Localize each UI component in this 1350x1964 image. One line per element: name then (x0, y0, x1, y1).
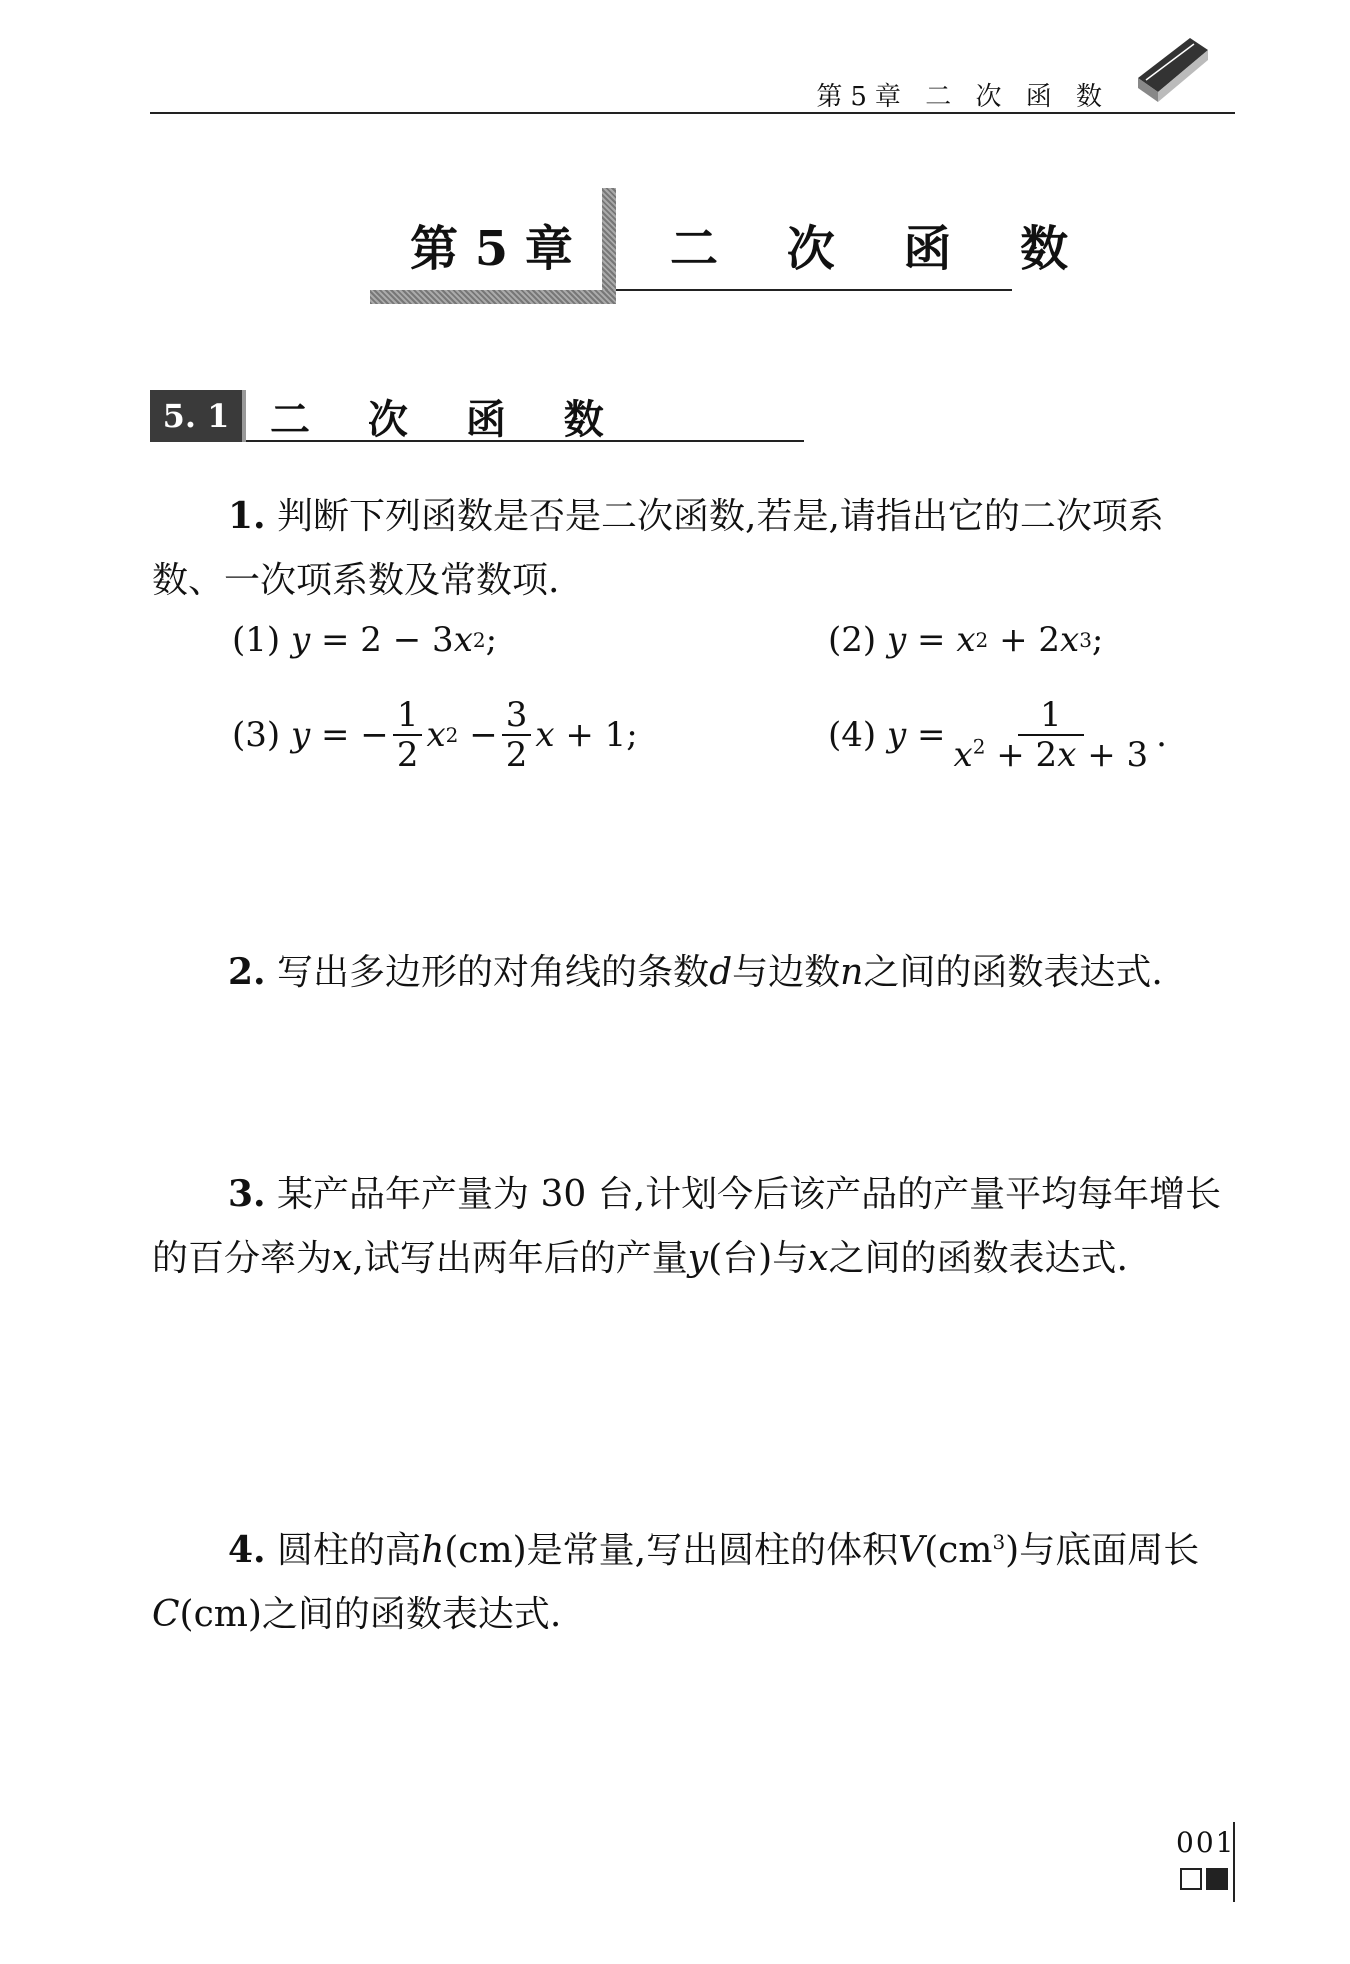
math-var: x (956, 620, 976, 660)
math-var: y (290, 715, 311, 755)
math-expr: + 2 (999, 620, 1060, 660)
math-var: x (332, 1238, 353, 1279)
chapter-title: 二 次 函 数 (670, 221, 1095, 277)
problem-text: (台)与 (708, 1238, 809, 1279)
fraction-denominator (950, 734, 1153, 775)
chapter-underline-shade (370, 290, 616, 304)
fraction-denominator: 2 (396, 735, 419, 775)
running-header: 第5章 二 次 函 数 (816, 82, 1110, 112)
problem-text: 写出多边形的对角线的条数 (277, 952, 710, 993)
math-var: y (886, 715, 907, 755)
math-var: n (840, 952, 864, 993)
math-var: x (953, 735, 973, 775)
section-title: 二 次 函 数 (270, 396, 626, 443)
subitem-label: (1) (232, 620, 281, 660)
section-underline (246, 440, 804, 442)
math-expr: + 1 (565, 715, 627, 755)
math-expr: + 3 (1087, 735, 1149, 775)
math-var: C (152, 1594, 180, 1635)
math-var: h (421, 1530, 445, 1571)
math-var: d (709, 952, 733, 993)
fraction (502, 695, 532, 775)
fraction (393, 695, 423, 775)
subitem-3: (3) y = − $\frac{1}{2}$ x 2 − $\frac{3}{2}$ x + 1 ; (232, 695, 638, 775)
subitem-2: (2) y = x 2 + 2 x 3 ; (828, 620, 1104, 660)
math-var: y (687, 1238, 709, 1279)
problem-2 (152, 940, 1234, 1005)
chapter-underline (616, 289, 1012, 291)
fraction-numerator: 3 (502, 698, 532, 736)
book-icon (1132, 30, 1212, 110)
math-expr: = 2 − 3 (321, 620, 454, 660)
fraction-numerator: 1 (1018, 698, 1084, 736)
problem-text: 与边数 (732, 952, 841, 993)
problem-text: 判断下列函数是否是二次函数,若是,请指出它的二次项系数、一次项系数及常数项. (152, 496, 1164, 601)
problem-text: (cm (924, 1530, 993, 1571)
problem-text: 之间的函数表达式. (828, 1238, 1128, 1279)
math-var: y (290, 620, 311, 660)
problem-text: (cm)是常量,写出圆柱的体积 (444, 1530, 899, 1571)
problem-number: 2. (228, 951, 266, 993)
subitem-1: (1) y = 2 − 3 x 2 ; (232, 620, 498, 660)
math-expr: + 2 (996, 735, 1058, 775)
problem-text: 之间的函数表达式. (863, 952, 1163, 993)
page-marker-filled (1206, 1868, 1228, 1890)
problem-text: )与底面周长 (1005, 1530, 1200, 1571)
problem-1 (152, 484, 1234, 613)
problem-text: ,试写出两年后的产量 (352, 1238, 688, 1279)
math-op: = (917, 620, 946, 660)
section-number-badge: 5. 1 (150, 390, 246, 442)
problem-text: 某产品年产量为 30 台,计划今后该产品的产量平均每年增长的百分率为 (152, 1174, 1222, 1279)
chapter-number: 第 5 章 (410, 221, 573, 277)
problem-number: 3. (228, 1173, 266, 1215)
fraction-denominator: 2 (505, 735, 528, 775)
math-exponent: 3 (992, 1530, 1006, 1554)
math-var: x (1057, 735, 1077, 775)
subitem-label: (4) (828, 715, 877, 755)
math-punct: ; (626, 715, 638, 755)
subitem-label: (2) (828, 620, 877, 660)
math-var: x (1060, 620, 1080, 660)
problem-text: 圆柱的高 (277, 1530, 422, 1571)
page-number: 001 (1176, 1826, 1236, 1859)
math-var: x (453, 620, 473, 660)
subitem-4 (828, 695, 1167, 775)
math-var: V (898, 1530, 925, 1571)
math-var: x (808, 1238, 829, 1279)
page-marker-outline (1180, 1868, 1202, 1890)
chapter-divider-shade (602, 188, 616, 298)
subitem-label: (3) (232, 715, 281, 755)
problem-number: 4. (228, 1529, 266, 1571)
math-var: x (535, 715, 555, 755)
math-punct: ; (1091, 620, 1104, 660)
math-exponent: 2 (972, 734, 986, 759)
math-var: x (426, 715, 446, 755)
math-var: y (886, 620, 907, 660)
math-op: = (917, 715, 946, 755)
problem-4 (152, 1518, 1234, 1647)
page-number-rule (1233, 1822, 1235, 1902)
math-op: − (469, 715, 498, 755)
fraction (950, 695, 1153, 775)
header-rule (150, 112, 1235, 114)
problem-3 (152, 1162, 1234, 1291)
fraction-numerator: 1 (393, 698, 423, 736)
math-punct: . (1156, 715, 1167, 755)
problem-text: (cm)之间的函数表达式. (179, 1594, 562, 1635)
math-punct: ; (485, 620, 498, 660)
math-op: = − (321, 715, 389, 755)
problem-number: 1. (228, 495, 266, 537)
